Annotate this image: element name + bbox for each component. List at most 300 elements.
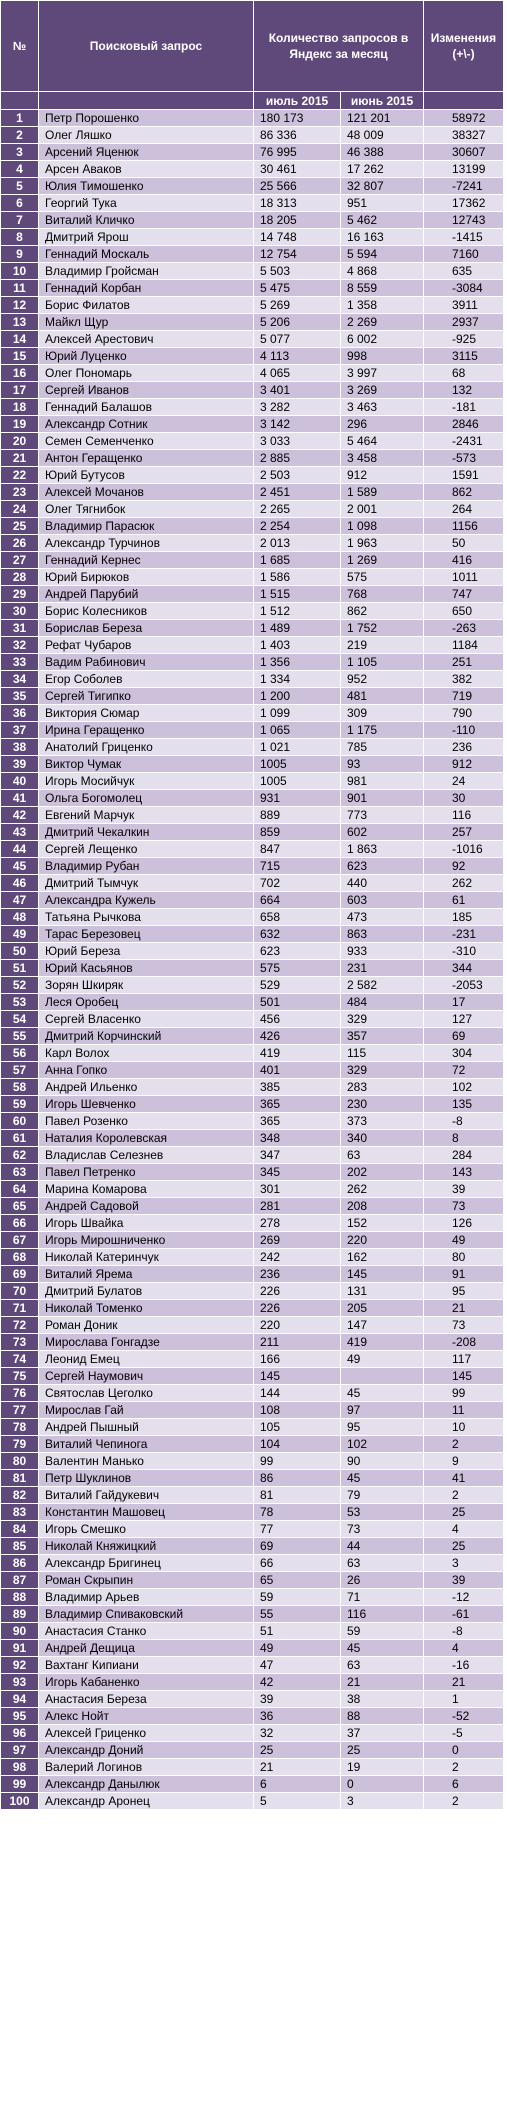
table-row	[1, 824, 504, 841]
row-count-june: 952	[341, 671, 424, 688]
row-count-july: 632	[254, 926, 341, 943]
row-query: Дмитрий Ярош	[39, 229, 254, 246]
table-row	[1, 637, 504, 654]
row-query: Георгий Тука	[39, 195, 254, 212]
row-query: Константин Машовец	[39, 1504, 254, 1521]
row-query: Анна Гопко	[39, 1062, 254, 1079]
row-count-july: 2 503	[254, 467, 341, 484]
table-row	[1, 892, 504, 909]
row-change: 2	[424, 1487, 504, 1504]
row-query: Олег Тягнибок	[39, 501, 254, 518]
row-count-july: 18 205	[254, 212, 341, 229]
row-count-june: 2 269	[341, 314, 424, 331]
row-count-july: 715	[254, 858, 341, 875]
row-count-july: 69	[254, 1538, 341, 1555]
row-count-june: 90	[341, 1453, 424, 1470]
row-count-june: 131	[341, 1283, 424, 1300]
row-count-june: 147	[341, 1317, 424, 1334]
row-number: 12	[1, 297, 39, 314]
row-change: -310	[424, 943, 504, 960]
col-header-count: Количество запросов в Яндекс за месяц	[254, 1, 424, 92]
row-count-july: 5 206	[254, 314, 341, 331]
row-change: 1011	[424, 569, 504, 586]
row-count-july: 12 754	[254, 246, 341, 263]
row-query: Роман Доник	[39, 1317, 254, 1334]
row-count-june: 79	[341, 1487, 424, 1504]
row-count-june: 63	[341, 1657, 424, 1674]
row-count-june: 59	[341, 1623, 424, 1640]
row-query: Дмитрий Корчинский	[39, 1028, 254, 1045]
row-change: 12743	[424, 212, 504, 229]
table-row	[1, 1147, 504, 1164]
row-change: 1156	[424, 518, 504, 535]
row-count-june: 37	[341, 1725, 424, 1742]
table-row	[1, 1640, 504, 1657]
row-number: 35	[1, 688, 39, 705]
row-count-june: 1 358	[341, 297, 424, 314]
row-change: 8	[424, 1130, 504, 1147]
table-row	[1, 1232, 504, 1249]
row-query: Игорь Швайка	[39, 1215, 254, 1232]
row-change: 264	[424, 501, 504, 518]
table-row	[1, 1385, 504, 1402]
row-change: 416	[424, 552, 504, 569]
row-query: Александр Бригинец	[39, 1555, 254, 1572]
row-count-july: 1 356	[254, 654, 341, 671]
row-query: Владимир Гройсман	[39, 263, 254, 280]
table-row	[1, 1011, 504, 1028]
row-number: 48	[1, 909, 39, 926]
row-query: Олег Ляшко	[39, 127, 254, 144]
row-count-june: 603	[341, 892, 424, 909]
table-row	[1, 382, 504, 399]
row-count-june: 602	[341, 824, 424, 841]
row-change: 145	[424, 1368, 504, 1385]
row-number: 15	[1, 348, 39, 365]
row-number: 94	[1, 1691, 39, 1708]
row-count-june: 116	[341, 1606, 424, 1623]
row-query: Юрий Луценко	[39, 348, 254, 365]
table-row	[1, 1742, 504, 1759]
row-number: 47	[1, 892, 39, 909]
row-count-july: 25	[254, 1742, 341, 1759]
row-count-june: 97	[341, 1402, 424, 1419]
table-row	[1, 773, 504, 790]
row-number: 4	[1, 161, 39, 178]
row-query: Александр Сотник	[39, 416, 254, 433]
row-number: 76	[1, 1385, 39, 1402]
row-count-july: 65	[254, 1572, 341, 1589]
row-count-june: 1 863	[341, 841, 424, 858]
row-change: 912	[424, 756, 504, 773]
row-number: 62	[1, 1147, 39, 1164]
row-count-june: 484	[341, 994, 424, 1011]
row-count-june: 981	[341, 773, 424, 790]
table-row	[1, 1776, 504, 1793]
row-count-june: 44	[341, 1538, 424, 1555]
row-change: 39	[424, 1181, 504, 1198]
row-query: Александр Доний	[39, 1742, 254, 1759]
row-change: 95	[424, 1283, 504, 1300]
row-query: Дмитрий Чекалкин	[39, 824, 254, 841]
row-change: 21	[424, 1674, 504, 1691]
row-number: 11	[1, 280, 39, 297]
row-number: 59	[1, 1096, 39, 1113]
table-row	[1, 705, 504, 722]
row-change: 6	[424, 1776, 504, 1793]
row-change: 102	[424, 1079, 504, 1096]
row-change: 61	[424, 892, 504, 909]
table-row	[1, 280, 504, 297]
row-count-june: 296	[341, 416, 424, 433]
row-change: 2	[424, 1759, 504, 1776]
row-count-june: 933	[341, 943, 424, 960]
row-count-july: 3 142	[254, 416, 341, 433]
row-count-july: 78	[254, 1504, 341, 1521]
row-query: Владимир Спиваковский	[39, 1606, 254, 1623]
table-row	[1, 1402, 504, 1419]
row-number: 96	[1, 1725, 39, 1742]
table-row	[1, 1096, 504, 1113]
row-count-july: 348	[254, 1130, 341, 1147]
row-number: 80	[1, 1453, 39, 1470]
row-query: Татьяна Рычкова	[39, 909, 254, 926]
row-change: 257	[424, 824, 504, 841]
row-number: 100	[1, 1793, 39, 1810]
row-count-july: 1 489	[254, 620, 341, 637]
row-query: Николай Томенко	[39, 1300, 254, 1317]
row-query: Дмитрий Тымчук	[39, 875, 254, 892]
row-change: 185	[424, 909, 504, 926]
row-count-june: 329	[341, 1011, 424, 1028]
row-change: 132	[424, 382, 504, 399]
row-query: Геннадий Корбан	[39, 280, 254, 297]
row-query: Игорь Шевченко	[39, 1096, 254, 1113]
row-change: 143	[424, 1164, 504, 1181]
row-change: 1	[424, 1691, 504, 1708]
table-row	[1, 467, 504, 484]
row-count-june: 309	[341, 705, 424, 722]
table-row	[1, 314, 504, 331]
table-row	[1, 926, 504, 943]
row-change: 21	[424, 1300, 504, 1317]
row-count-june: 575	[341, 569, 424, 586]
row-number: 5	[1, 178, 39, 195]
row-query: Олег Пономарь	[39, 365, 254, 382]
row-query: Алексей Арестович	[39, 331, 254, 348]
table-row	[1, 977, 504, 994]
row-number: 98	[1, 1759, 39, 1776]
row-query: Тарас Березовец	[39, 926, 254, 943]
row-query: Алексей Гриценко	[39, 1725, 254, 1742]
row-number: 43	[1, 824, 39, 841]
row-change: 650	[424, 603, 504, 620]
table-row	[1, 943, 504, 960]
row-query: Сергей Тигипко	[39, 688, 254, 705]
row-change: 284	[424, 1147, 504, 1164]
row-change: 17	[424, 994, 504, 1011]
row-change: 3	[424, 1555, 504, 1572]
row-count-july: 5 475	[254, 280, 341, 297]
row-count-july: 1 512	[254, 603, 341, 620]
table-row	[1, 433, 504, 450]
row-query: Леся Оробец	[39, 994, 254, 1011]
row-change: 117	[424, 1351, 504, 1368]
row-number: 83	[1, 1504, 39, 1521]
row-number: 49	[1, 926, 39, 943]
table-row	[1, 1470, 504, 1487]
row-change: 25	[424, 1504, 504, 1521]
row-number: 85	[1, 1538, 39, 1555]
row-count-july: 242	[254, 1249, 341, 1266]
row-change: 80	[424, 1249, 504, 1266]
row-count-july: 401	[254, 1062, 341, 1079]
table-row	[1, 501, 504, 518]
row-count-july: 5 503	[254, 263, 341, 280]
row-count-july: 931	[254, 790, 341, 807]
row-query: Николай Катеринчук	[39, 1249, 254, 1266]
row-count-july: 1 403	[254, 637, 341, 654]
row-change: -1415	[424, 229, 504, 246]
table-row	[1, 671, 504, 688]
col-header-change: Изменения (+\-)	[424, 1, 504, 92]
row-count-june: 785	[341, 739, 424, 756]
row-count-july: 456	[254, 1011, 341, 1028]
row-count-july: 59	[254, 1589, 341, 1606]
table-row	[1, 1079, 504, 1096]
table-row	[1, 127, 504, 144]
row-change: 10	[424, 1419, 504, 1436]
row-count-june: 48 009	[341, 127, 424, 144]
row-count-june: 8 559	[341, 280, 424, 297]
row-count-june: 623	[341, 858, 424, 875]
row-number: 20	[1, 433, 39, 450]
row-count-july: 269	[254, 1232, 341, 1249]
row-change: 13199	[424, 161, 504, 178]
row-change: 251	[424, 654, 504, 671]
row-change: 99	[424, 1385, 504, 1402]
row-count-june: 115	[341, 1045, 424, 1062]
row-number: 78	[1, 1419, 39, 1436]
row-change: 127	[424, 1011, 504, 1028]
table-row	[1, 790, 504, 807]
row-count-june: 49	[341, 1351, 424, 1368]
row-number: 75	[1, 1368, 39, 1385]
row-change: 1184	[424, 637, 504, 654]
row-number: 1	[1, 110, 39, 127]
row-count-june: 45	[341, 1640, 424, 1657]
row-number: 74	[1, 1351, 39, 1368]
row-number: 73	[1, 1334, 39, 1351]
table-row	[1, 1504, 504, 1521]
table-row	[1, 1453, 504, 1470]
row-count-june: 3 463	[341, 399, 424, 416]
row-change: 92	[424, 858, 504, 875]
table-row	[1, 1521, 504, 1538]
row-change: 747	[424, 586, 504, 603]
row-change: 41	[424, 1470, 504, 1487]
row-change: 68	[424, 365, 504, 382]
row-count-july: 3 033	[254, 433, 341, 450]
table-row	[1, 994, 504, 1011]
row-count-june: 2 001	[341, 501, 424, 518]
row-query: Владимир Парасюк	[39, 518, 254, 535]
row-number: 6	[1, 195, 39, 212]
row-count-june: 5 464	[341, 433, 424, 450]
row-count-june: 1 752	[341, 620, 424, 637]
row-number: 58	[1, 1079, 39, 1096]
row-count-july: 39	[254, 1691, 341, 1708]
row-number: 42	[1, 807, 39, 824]
row-count-july: 66	[254, 1555, 341, 1572]
row-change: 73	[424, 1198, 504, 1215]
row-number: 21	[1, 450, 39, 467]
row-query: Семен Семенченко	[39, 433, 254, 450]
row-count-july: 575	[254, 960, 341, 977]
row-change: -925	[424, 331, 504, 348]
row-change: -7241	[424, 178, 504, 195]
row-count-july: 226	[254, 1283, 341, 1300]
table-row	[1, 841, 504, 858]
row-number: 81	[1, 1470, 39, 1487]
row-number: 39	[1, 756, 39, 773]
row-count-june: 862	[341, 603, 424, 620]
row-count-july: 21	[254, 1759, 341, 1776]
table-row	[1, 1300, 504, 1317]
row-change: 4	[424, 1640, 504, 1657]
table-row	[1, 1249, 504, 1266]
table-row	[1, 1317, 504, 1334]
row-change: -3084	[424, 280, 504, 297]
table-row	[1, 1181, 504, 1198]
table-row	[1, 1606, 504, 1623]
row-change: 3911	[424, 297, 504, 314]
row-query: Андрей Ильенко	[39, 1079, 254, 1096]
row-change: -52	[424, 1708, 504, 1725]
row-number: 55	[1, 1028, 39, 1045]
table-row	[1, 1266, 504, 1283]
row-count-june: 3 269	[341, 382, 424, 399]
row-count-june: 19	[341, 1759, 424, 1776]
row-number: 24	[1, 501, 39, 518]
row-count-june: 63	[341, 1555, 424, 1572]
row-count-july: 42	[254, 1674, 341, 1691]
row-count-july: 1 200	[254, 688, 341, 705]
row-query: Анастасия Береза	[39, 1691, 254, 1708]
row-change: 4	[424, 1521, 504, 1538]
row-number: 36	[1, 705, 39, 722]
row-number: 46	[1, 875, 39, 892]
row-count-june: 3 458	[341, 450, 424, 467]
row-count-june: 2 582	[341, 977, 424, 994]
table-row	[1, 909, 504, 926]
row-count-june: 145	[341, 1266, 424, 1283]
row-count-june: 121 201	[341, 110, 424, 127]
row-change: -8	[424, 1113, 504, 1130]
row-count-july: 180 173	[254, 110, 341, 127]
row-number: 88	[1, 1589, 39, 1606]
row-change: 1591	[424, 467, 504, 484]
row-change: 7160	[424, 246, 504, 263]
row-number: 79	[1, 1436, 39, 1453]
row-count-june: 3	[341, 1793, 424, 1810]
table-row	[1, 1368, 504, 1385]
row-count-june: 1 269	[341, 552, 424, 569]
row-count-june: 88	[341, 1708, 424, 1725]
col-subheader-june: июнь 2015	[341, 92, 424, 110]
row-count-june: 283	[341, 1079, 424, 1096]
row-query: Валентин Манько	[39, 1453, 254, 1470]
row-query: Александра Кужель	[39, 892, 254, 909]
row-count-june: 162	[341, 1249, 424, 1266]
row-count-july: 1005	[254, 756, 341, 773]
row-number: 65	[1, 1198, 39, 1215]
table-row	[1, 1351, 504, 1368]
table-row	[1, 1198, 504, 1215]
row-count-june: 3 997	[341, 365, 424, 382]
row-change: 49	[424, 1232, 504, 1249]
row-count-july: 220	[254, 1317, 341, 1334]
table-row	[1, 1725, 504, 1742]
table-row	[1, 1130, 504, 1147]
row-change: -12	[424, 1589, 504, 1606]
row-count-july: 99	[254, 1453, 341, 1470]
row-query: Николай Княжицкий	[39, 1538, 254, 1555]
table-row	[1, 722, 504, 739]
row-number: 14	[1, 331, 39, 348]
row-count-june: 473	[341, 909, 424, 926]
row-number: 31	[1, 620, 39, 637]
row-change: 73	[424, 1317, 504, 1334]
table-row	[1, 416, 504, 433]
row-count-july: 5	[254, 1793, 341, 1810]
empty-sub-header	[1, 92, 39, 110]
row-query: Валерий Логинов	[39, 1759, 254, 1776]
row-query: Геннадий Кернес	[39, 552, 254, 569]
row-count-july: 145	[254, 1368, 341, 1385]
row-change: 11	[424, 1402, 504, 1419]
row-change: -16	[424, 1657, 504, 1674]
row-number: 13	[1, 314, 39, 331]
row-number: 77	[1, 1402, 39, 1419]
row-count-july: 3 282	[254, 399, 341, 416]
row-number: 9	[1, 246, 39, 263]
row-change: -573	[424, 450, 504, 467]
row-number: 41	[1, 790, 39, 807]
row-change: 50	[424, 535, 504, 552]
row-query: Антон Геращенко	[39, 450, 254, 467]
row-count-june: 25	[341, 1742, 424, 1759]
table-row	[1, 739, 504, 756]
row-change: 719	[424, 688, 504, 705]
row-number: 27	[1, 552, 39, 569]
empty-sub-header	[424, 92, 504, 110]
row-change: 24	[424, 773, 504, 790]
row-change: 9	[424, 1453, 504, 1470]
row-count-june: 5 462	[341, 212, 424, 229]
row-number: 38	[1, 739, 39, 756]
row-count-july: 86 336	[254, 127, 341, 144]
row-number: 91	[1, 1640, 39, 1657]
row-query: Алекс Нойт	[39, 1708, 254, 1725]
table-row	[1, 569, 504, 586]
row-query: Ольга Богомолец	[39, 790, 254, 807]
row-count-july: 49	[254, 1640, 341, 1657]
row-change: 91	[424, 1266, 504, 1283]
row-change: 30	[424, 790, 504, 807]
row-count-july: 419	[254, 1045, 341, 1062]
row-query: Арсен Аваков	[39, 161, 254, 178]
